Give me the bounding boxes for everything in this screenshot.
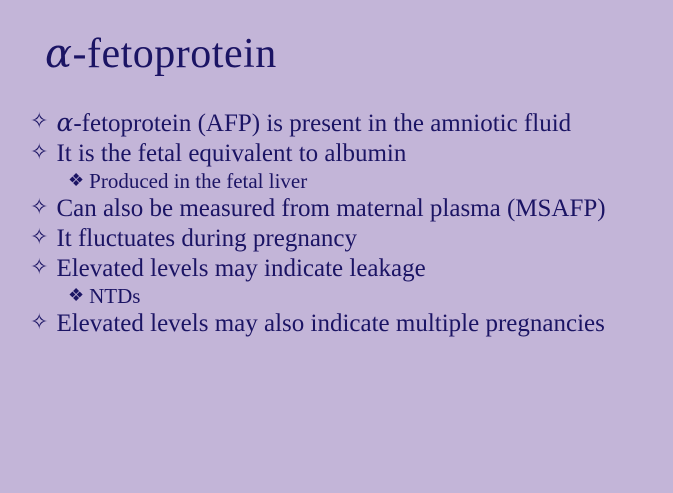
list-item-text: It fluctuates during pregnancy — [56, 225, 358, 253]
list-item-text: Elevated levels may also indicate multiple pregnancies — [56, 310, 605, 338]
list-item — [30, 108, 660, 138]
diamond-bullet-icon: ✧ — [30, 254, 49, 280]
list-item — [30, 309, 660, 338]
bullet-list — [30, 108, 660, 339]
diamond-bullet-icon: ✧ — [30, 139, 49, 164]
filled-diamond-bullet-icon: ❖ — [68, 285, 85, 306]
slide-title — [45, 30, 277, 78]
list-item — [30, 254, 660, 283]
list-item-text: Elevated levels may indicate leakage — [56, 255, 426, 283]
diamond-bullet-icon: ✧ — [30, 309, 49, 335]
list-item-text — [56, 108, 660, 138]
diamond-bullet-icon: ✧ — [30, 224, 49, 250]
alpha-symbol: α — [56, 108, 74, 137]
list-item — [30, 194, 660, 223]
list-item-text: Can also be measured from maternal plasma (MSAFP) — [56, 195, 606, 223]
list-item-text: Produced in the fetal liver — [89, 169, 308, 193]
list-item-text: It is the fetal equivalent to albumin — [56, 140, 407, 167]
slide-title-text: -fetoprotein — [72, 31, 277, 77]
list-item — [30, 284, 660, 308]
diamond-bullet-icon: ✧ — [30, 108, 49, 133]
list-item — [30, 139, 660, 168]
slide-title-alpha-symbol: α — [45, 31, 73, 77]
list-item — [30, 169, 660, 193]
list-item-body: -fetoprotein (AFP) is present in the amniotic fluid — [73, 110, 572, 137]
list-item-text: NTDs — [89, 284, 141, 309]
filled-diamond-bullet-icon: ❖ — [68, 170, 85, 190]
diamond-bullet-icon: ✧ — [30, 194, 49, 220]
list-item — [30, 224, 660, 253]
